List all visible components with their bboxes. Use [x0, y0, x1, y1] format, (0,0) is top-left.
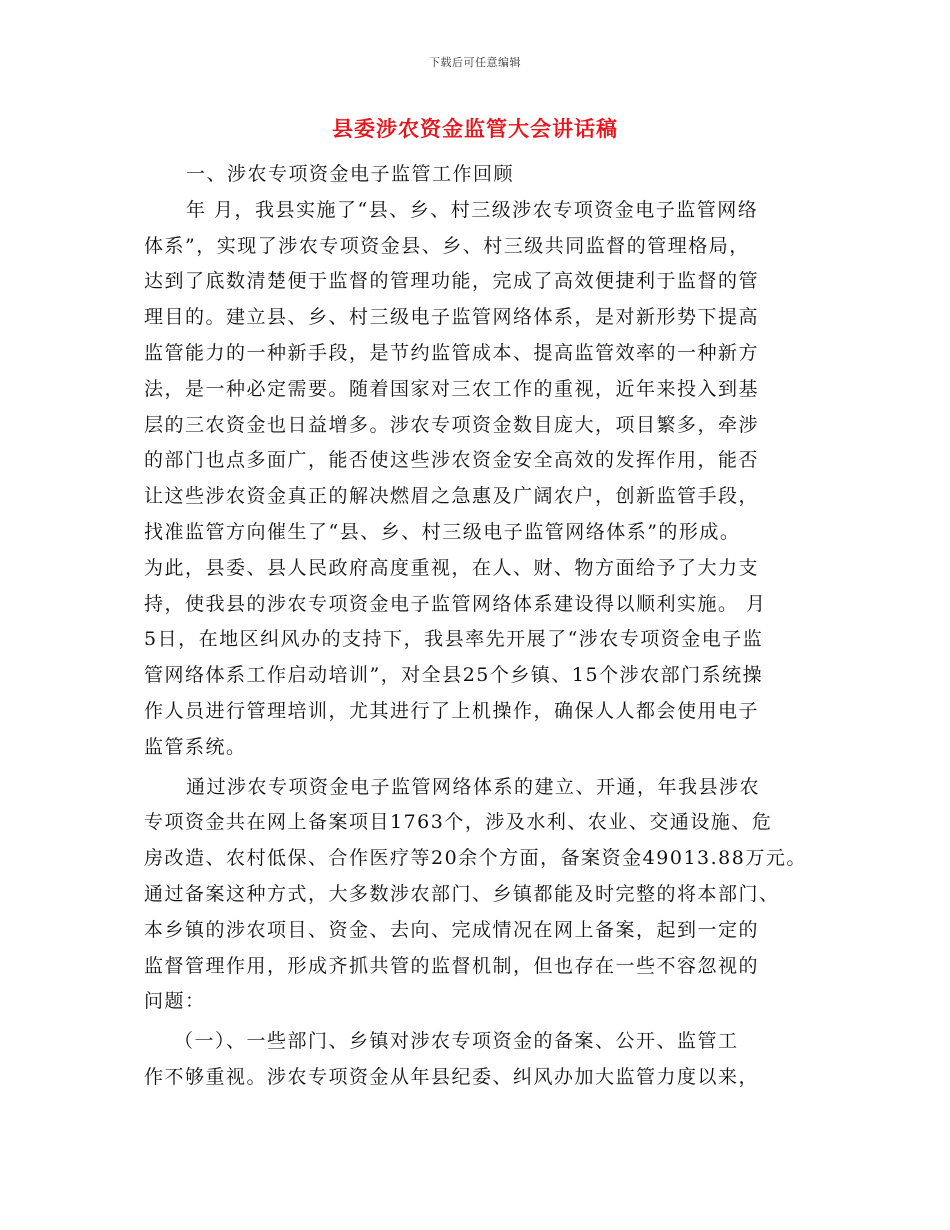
- paragraph-line: 找准监管方向催生了“县、乡、村三级电子监管网络体系”的形成。: [144, 520, 741, 543]
- paragraph-line: 理目的。建立县、乡、村三级电子监管网络体系，是对新形势下提高: [144, 306, 760, 329]
- paragraph-line: 监管系统。: [144, 735, 247, 758]
- paragraph-line: 监管能力的一种新手段，是节约监管成本、提高监管效率的一种新方: [144, 341, 760, 364]
- paragraph-line: 层的三农资金也日益增多。涉农专项资金数目庞大，项目繁多，牵涉: [144, 413, 760, 436]
- paragraph-line: 作人员进行管理培训，尤其进行了上机操作，确保人人都会使用电子: [144, 699, 760, 722]
- page-header-note: 下载后可任意编辑: [429, 56, 521, 69]
- document-title: 县委涉农资金监管大会讲话稿: [332, 116, 618, 141]
- paragraph-line: 通过涉农专项资金电子监管网络体系的建立、开通，年我县涉农: [186, 775, 761, 798]
- paragraph-line: 管网络体系工作启动培训”，对全县25个乡镇、15个涉农部门系统操: [144, 664, 764, 687]
- paragraph-line: 本乡镇的涉农项目、资金、去向、完成情况在网上备案，起到一定的: [144, 918, 760, 941]
- paragraph-line: 监督管理作用，形成齐抓共管的监督机制，但也存在一些不容忽视的: [144, 954, 760, 977]
- paragraph-line: 通过备案这种方式，大多数涉农部门、乡镇都能及时完整的将本部门、: [144, 882, 780, 905]
- paragraph-line: 专项资金共在网上备案项目1763个，涉及水利、农业、交通设施、危: [144, 811, 773, 834]
- section-heading-line: 一、涉农专项资金电子监管工作回顾: [186, 163, 515, 185]
- paragraph-line: 体系”，实现了涉农专项资金县、乡、村三级共同监督的管理格局，: [144, 234, 750, 257]
- document-body: [144, 157, 824, 1096]
- paragraph-line: 让这些涉农资金真正的解决燃眉之急惠及广阔农户，创新监管手段，: [144, 485, 760, 508]
- paragraph-line: 的部门也点多面广，能否使这些涉农资金安全高效的发挥作用，能否: [144, 449, 760, 472]
- paragraph-line: 达到了底数清楚便于监督的管理功能，完成了高效便捷利于监督的管: [144, 270, 760, 293]
- paragraph-line: 年 月，我县实施了“县、乡、村三级涉农专项资金电子监管网络: [186, 198, 759, 221]
- paragraph-line: 持，使我县的涉农专项资金电子监管网络体系建设得以顺利实施。 月: [144, 592, 767, 615]
- paragraph-line: （一）、一些部门、乡镇对涉农专项资金的备案、公开、监管工: [174, 1030, 739, 1053]
- paragraph-line: 作不够重视。涉农专项资金从年县纪委、纠风办加大监管力度以来，: [144, 1065, 760, 1088]
- paragraph-line: 问题：: [144, 990, 206, 1013]
- paragraph-line: 房改造、农村低保、合作医疗等20余个方面，备案资金49013.88万元。: [144, 847, 807, 870]
- paragraph-line: 为此，县委、县人民政府高度重视，在人、财、物方面给予了大力支: [144, 556, 760, 579]
- paragraph-line: 5日，在地区纠风办的支持下，我县率先开展了“涉农专项资金电子监: [144, 628, 764, 651]
- paragraph-line: 法，是一种必定需要。随着国家对三农工作的重视，近年来投入到基: [144, 377, 760, 400]
